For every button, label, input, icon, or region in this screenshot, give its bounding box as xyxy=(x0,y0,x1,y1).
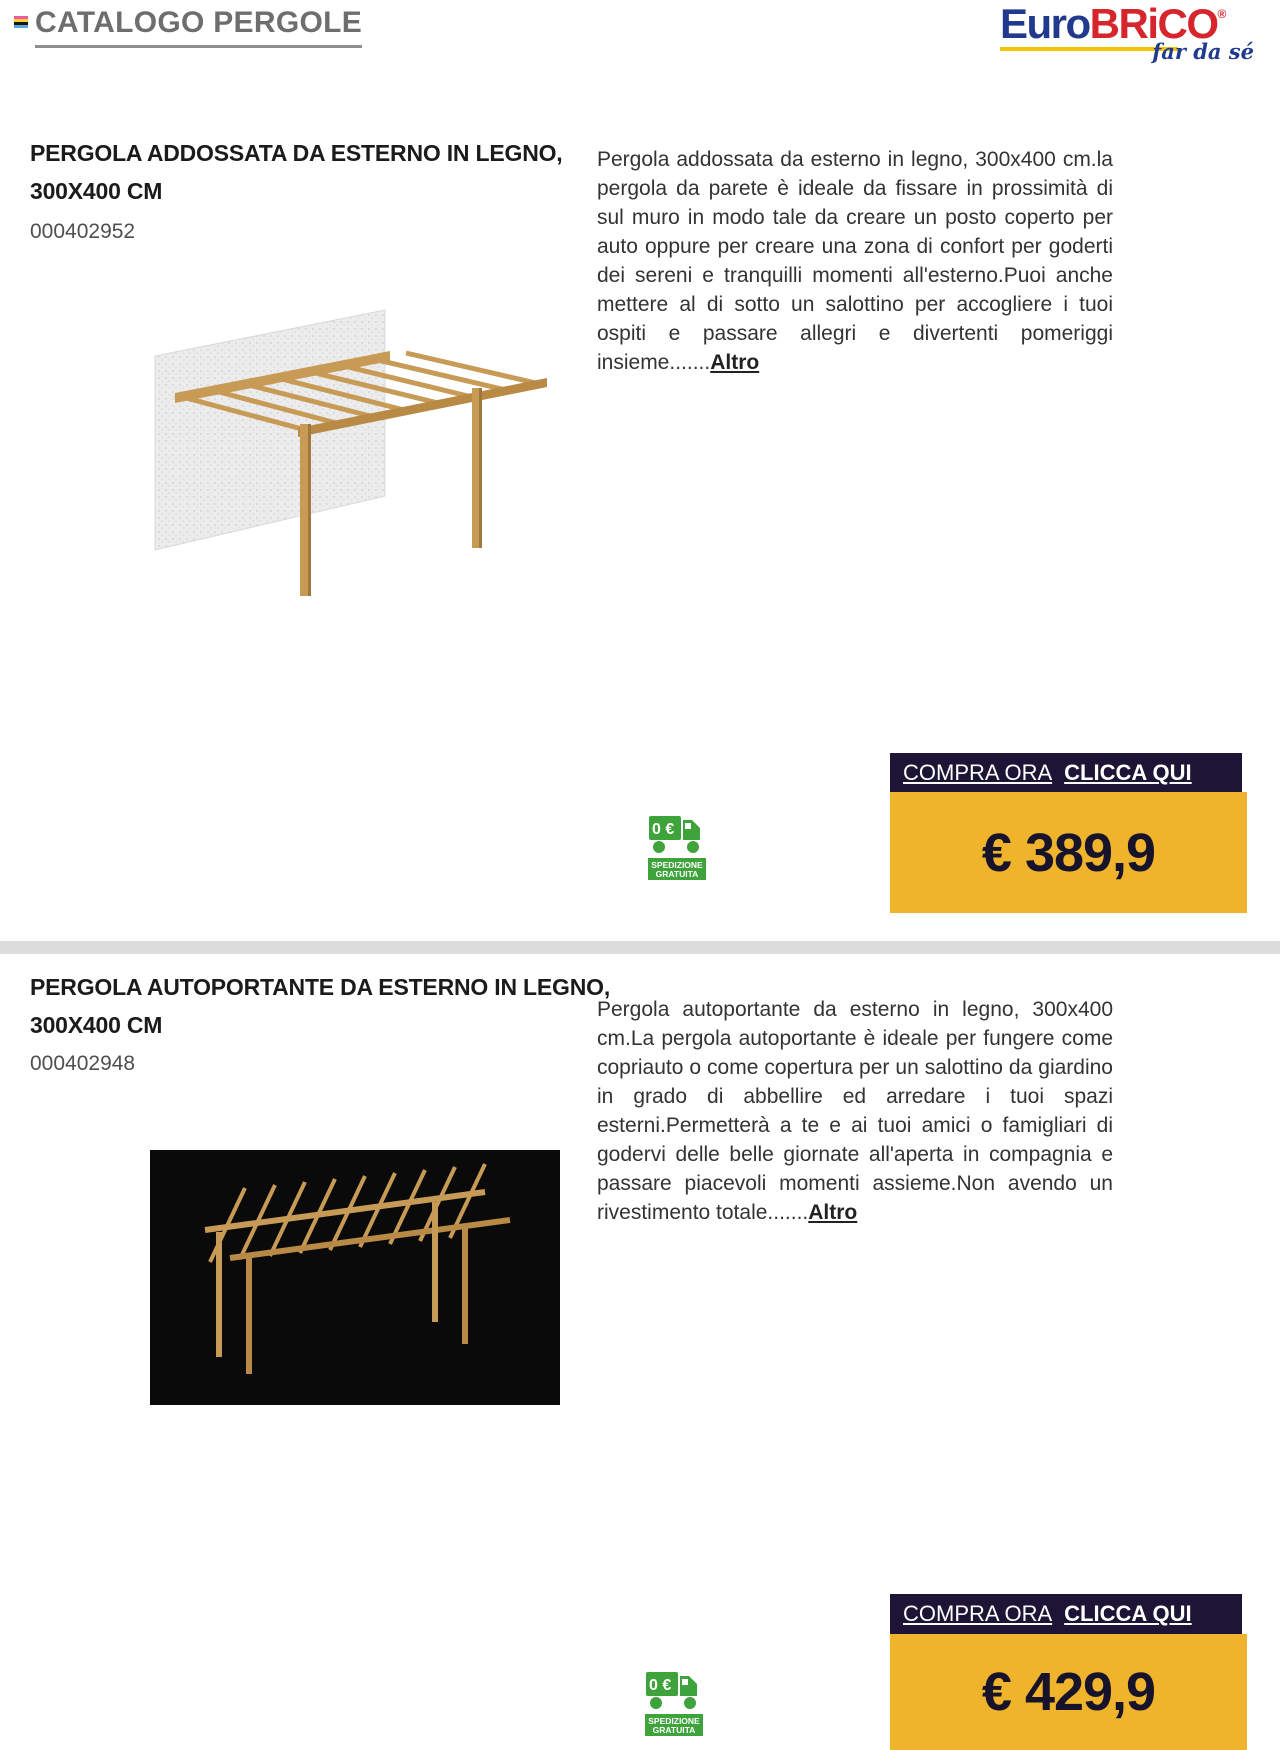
buy-now-banner[interactable] xyxy=(890,753,1242,793)
click-here-label[interactable]: CLICCA QUI xyxy=(1064,1601,1192,1626)
page-title: CATALOGO PERGOLE xyxy=(35,6,362,48)
product-description xyxy=(597,995,1113,1227)
description-text: Pergola autoportante da esterno in legno, 300x400 cm.La pergola autoportante è ideale per fungere come copriauto o come copertura per un salottino da giardino in grado di abbellire ed arredare i tuoi spazi esterni.Permetterà a te e ai tuoi amici o famigliari di godervi delle belle giornate all'aperta in compagnia e passare piacevoli momenti assieme.Non avendo un rivestimento totale....... xyxy=(597,998,1113,1224)
description-text: Pergola addossata da esterno in legno, 300x400 cm.la pergola da parete è ideale da fissare in prossimità di sul muro in modo tale da creare un posto coperto per auto oppure per creare una zona di confort per goderti dei sereni e tranquilli momenti all'esterno.Puoi anche mettere al di sotto un salottino per accogliere i tuoi ospiti e passare allegri e divertenti pomeriggi insieme....... xyxy=(597,148,1113,374)
buy-now-label[interactable]: COMPRA ORA xyxy=(903,1601,1053,1626)
free-shipping-truck-icon xyxy=(645,1662,703,1738)
svg-text:SPEDIZIONE: SPEDIZIONE xyxy=(651,860,703,870)
brand-brico: BRiCO xyxy=(1089,0,1218,47)
product-title-line2: 300X400 CM xyxy=(30,178,163,204)
click-here-label[interactable]: CLICCA QUI xyxy=(1064,760,1192,785)
buy-now-label[interactable]: COMPRA ORA xyxy=(903,760,1053,785)
read-more-link[interactable]: Altro xyxy=(710,351,760,374)
product-image-wall-pergola xyxy=(150,298,550,616)
product-code: 000402952 xyxy=(30,220,136,243)
section-divider xyxy=(0,941,1280,954)
product-title-line1: PERGOLA AUTOPORTANTE DA ESTERNO IN LEGNO, xyxy=(30,974,611,1000)
free-shipping-truck-icon xyxy=(648,806,706,882)
color-stripes-icon xyxy=(14,16,28,28)
brand-tagline: far da sé xyxy=(1152,39,1254,64)
price-value: € 429,9 xyxy=(981,1662,1156,1722)
product-code: 000402948 xyxy=(30,1052,136,1075)
product-title-line2: 300X400 CM xyxy=(30,1012,163,1038)
svg-text:GRATUITA: GRATUITA xyxy=(652,1725,696,1735)
brand-logo xyxy=(1000,0,1260,64)
product-title-line1: PERGOLA ADDOSSATA DA ESTERNO IN LEGNO, xyxy=(30,140,563,166)
svg-text:SPEDIZIONE: SPEDIZIONE xyxy=(648,1716,700,1726)
price-banner[interactable] xyxy=(890,792,1247,913)
buy-now-banner[interactable] xyxy=(890,1594,1242,1634)
price-value: € 389,9 xyxy=(981,822,1156,883)
svg-text:0 €: 0 € xyxy=(652,821,675,838)
read-more-link[interactable]: Altro xyxy=(808,1201,858,1224)
registered-mark: ® xyxy=(1217,7,1225,21)
svg-text:0 €: 0 € xyxy=(649,1677,672,1694)
svg-text:GRATUITA: GRATUITA xyxy=(655,869,699,879)
product-image-freestanding-pergola xyxy=(150,1150,560,1405)
brand-euro: Euro xyxy=(1000,0,1090,47)
price-banner[interactable] xyxy=(890,1634,1247,1750)
product-description xyxy=(597,145,1113,377)
